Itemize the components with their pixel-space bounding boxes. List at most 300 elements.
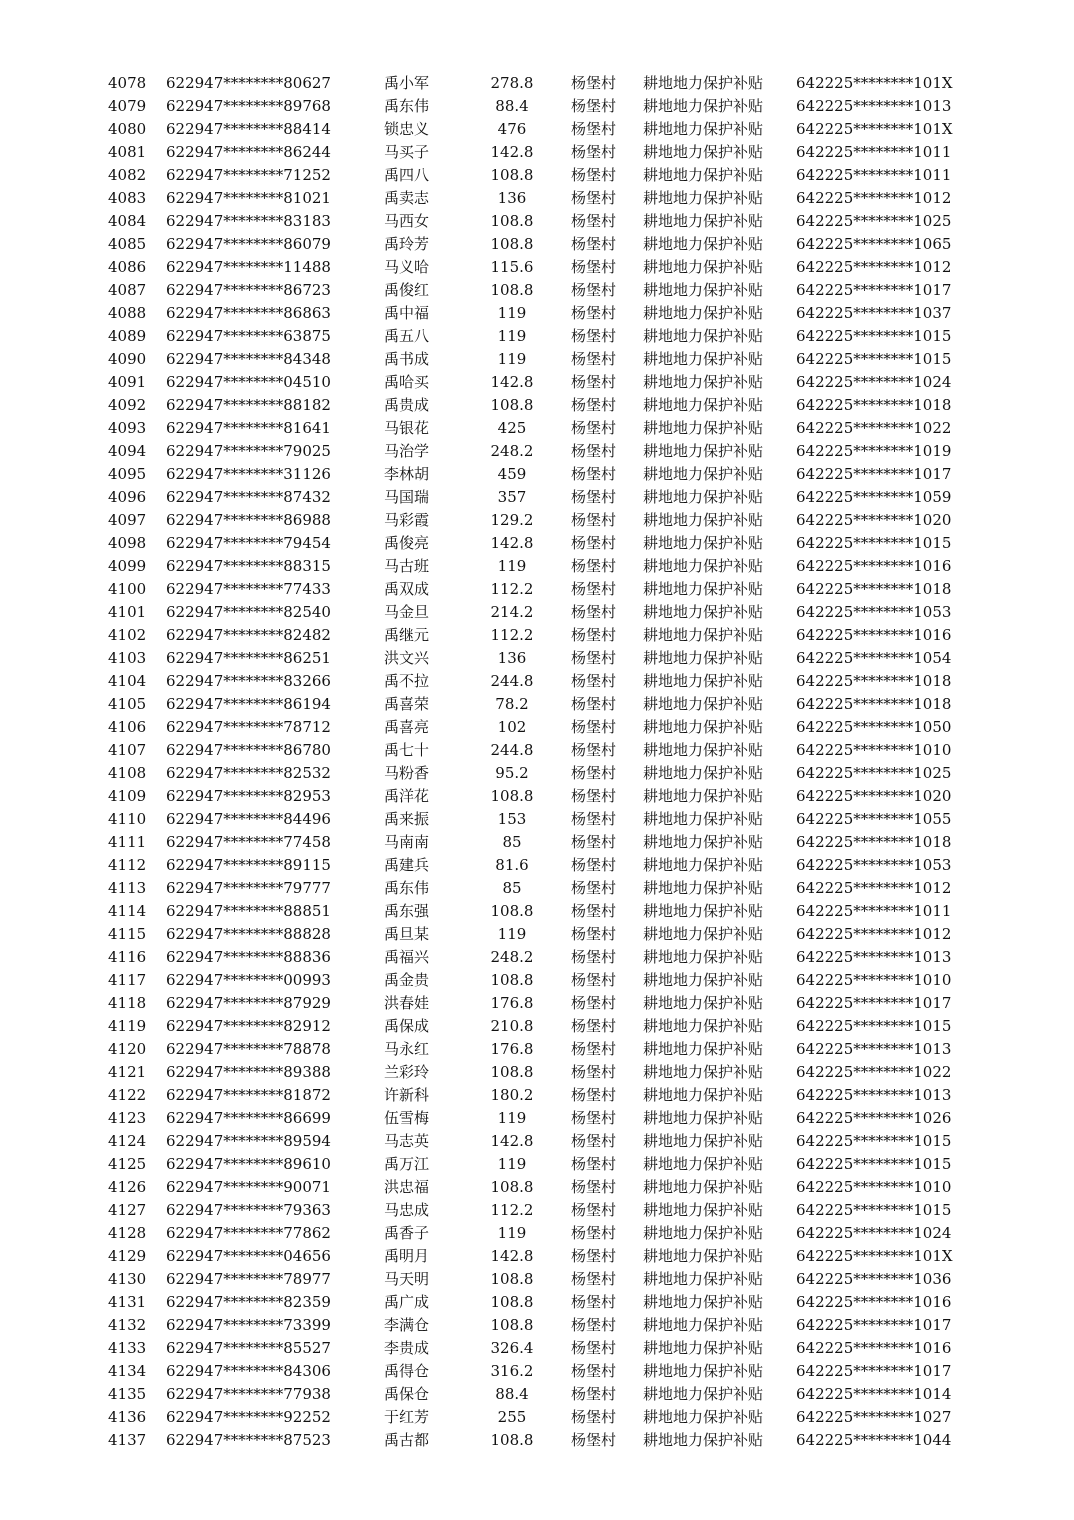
account-number-cell: 622947********81872	[166, 1086, 331, 1104]
table-row	[0, 785, 1074, 808]
id-number-cell: 642225********1016	[796, 1293, 952, 1311]
person-name-cell: 禹旦某	[384, 925, 430, 943]
id-number-cell: 642225********1065	[796, 235, 952, 253]
table-row	[0, 1038, 1074, 1061]
row-number-cell: 4115	[108, 925, 147, 943]
row-number-cell: 4079	[108, 97, 147, 115]
person-name-cell: 洪文兴	[384, 649, 430, 667]
row-number-cell: 4129	[108, 1247, 147, 1265]
account-number-cell: 622947********89115	[166, 856, 331, 874]
row-number-cell: 4097	[108, 511, 147, 529]
subsidy-amount-cell: 112.2	[490, 626, 534, 644]
person-name-cell: 于红芳	[384, 1408, 430, 1426]
table-row	[0, 463, 1074, 486]
person-name-cell: 禹东伟	[384, 879, 430, 897]
person-name-cell: 禹金贵	[384, 971, 430, 989]
table-row	[0, 923, 1074, 946]
table-row	[0, 601, 1074, 624]
person-name-cell: 伍雪梅	[384, 1109, 430, 1127]
account-number-cell: 622947********89388	[166, 1063, 331, 1081]
id-number-cell: 642225********1022	[796, 419, 952, 437]
person-name-cell: 李贵成	[384, 1339, 430, 1357]
account-number-cell: 622947********77433	[166, 580, 331, 598]
person-name-cell: 禹喜荣	[384, 695, 430, 713]
account-number-cell: 622947********82912	[166, 1017, 331, 1035]
table-row	[0, 808, 1074, 831]
village-cell: 杨堡村	[571, 787, 617, 805]
row-number-cell: 4088	[108, 304, 147, 322]
subsidy-type-cell: 耕地地力保护补贴	[643, 396, 764, 414]
subsidy-amount-cell: 108.8	[490, 1063, 534, 1081]
subsidy-type-cell: 耕地地力保护补贴	[643, 1316, 764, 1334]
id-number-cell: 642225********1024	[796, 373, 952, 391]
account-number-cell: 622947********88315	[166, 557, 331, 575]
subsidy-amount-cell: 129.2	[490, 511, 534, 529]
subsidy-amount-cell: 278.8	[490, 74, 534, 92]
person-name-cell: 禹书成	[384, 350, 430, 368]
subsidy-amount-cell: 316.2	[490, 1362, 534, 1380]
subsidy-amount-cell: 119	[497, 925, 527, 943]
id-number-cell: 642225********1010	[796, 971, 952, 989]
subsidy-type-cell: 耕地地力保护补贴	[643, 971, 764, 989]
id-number-cell: 642225********1012	[796, 189, 952, 207]
account-number-cell: 622947********89768	[166, 97, 331, 115]
subsidy-amount-cell: 119	[497, 350, 527, 368]
subsidy-type-cell: 耕地地力保护补贴	[643, 1109, 764, 1127]
table-row	[0, 831, 1074, 854]
table-row	[0, 555, 1074, 578]
id-number-cell: 642225********1053	[796, 856, 952, 874]
person-name-cell: 许新科	[384, 1086, 430, 1104]
village-cell: 杨堡村	[571, 1431, 617, 1449]
table-row	[0, 394, 1074, 417]
subsidy-type-cell: 耕地地力保护补贴	[643, 1408, 764, 1426]
table-row	[0, 1015, 1074, 1038]
village-cell: 杨堡村	[571, 1109, 617, 1127]
row-number-cell: 4094	[108, 442, 147, 460]
account-number-cell: 622947********82540	[166, 603, 331, 621]
village-cell: 杨堡村	[571, 442, 617, 460]
subsidy-type-cell: 耕地地力保护补贴	[643, 557, 764, 575]
village-cell: 杨堡村	[571, 971, 617, 989]
table-row	[0, 1199, 1074, 1222]
subsidy-amount-cell: 136	[497, 649, 527, 667]
id-number-cell: 642225********1015	[796, 534, 952, 552]
subsidy-type-cell: 耕地地力保护补贴	[643, 1063, 764, 1081]
person-name-cell: 禹广成	[384, 1293, 430, 1311]
table-row	[0, 1429, 1074, 1452]
subsidy-type-cell: 耕地地力保护补贴	[643, 948, 764, 966]
village-cell: 杨堡村	[571, 327, 617, 345]
table-row	[0, 141, 1074, 164]
subsidy-amount-cell: 108.8	[490, 1270, 534, 1288]
account-number-cell: 622947********83266	[166, 672, 331, 690]
table-row	[0, 1314, 1074, 1337]
row-number-cell: 4106	[108, 718, 147, 736]
subsidy-amount-cell: 142.8	[490, 1132, 534, 1150]
subsidy-amount-cell: 119	[497, 1155, 527, 1173]
table-row	[0, 739, 1074, 762]
row-number-cell: 4083	[108, 189, 147, 207]
id-number-cell: 642225********1010	[796, 741, 952, 759]
id-number-cell: 642225********1015	[796, 1201, 952, 1219]
subsidy-amount-cell: 176.8	[490, 994, 534, 1012]
id-number-cell: 642225********101X	[796, 74, 953, 92]
row-number-cell: 4100	[108, 580, 147, 598]
village-cell: 杨堡村	[571, 994, 617, 1012]
table-row	[0, 1268, 1074, 1291]
subsidy-type-cell: 耕地地力保护补贴	[643, 235, 764, 253]
account-number-cell: 622947********84306	[166, 1362, 331, 1380]
row-number-cell: 4119	[108, 1017, 147, 1035]
row-number-cell: 4131	[108, 1293, 147, 1311]
table-row	[0, 1130, 1074, 1153]
id-number-cell: 642225********1020	[796, 511, 952, 529]
person-name-cell: 禹四八	[384, 166, 430, 184]
subsidy-type-cell: 耕地地力保护补贴	[643, 1293, 764, 1311]
subsidy-amount-cell: 142.8	[490, 373, 534, 391]
village-cell: 杨堡村	[571, 649, 617, 667]
subsidy-amount-cell: 108.8	[490, 235, 534, 253]
person-name-cell: 马天明	[384, 1270, 430, 1288]
village-cell: 杨堡村	[571, 856, 617, 874]
subsidy-type-cell: 耕地地力保护补贴	[643, 1040, 764, 1058]
person-name-cell: 马志英	[384, 1132, 430, 1150]
subsidy-type-cell: 耕地地力保护补贴	[643, 1086, 764, 1104]
row-number-cell: 4086	[108, 258, 147, 276]
person-name-cell: 禹喜亮	[384, 718, 430, 736]
person-name-cell: 马金旦	[384, 603, 430, 621]
row-number-cell: 4109	[108, 787, 147, 805]
table-row	[0, 279, 1074, 302]
account-number-cell: 622947********82532	[166, 764, 331, 782]
person-name-cell: 禹小军	[384, 74, 430, 92]
account-number-cell: 622947********86699	[166, 1109, 331, 1127]
subsidy-amount-cell: 108.8	[490, 166, 534, 184]
id-number-cell: 642225********1018	[796, 580, 952, 598]
account-number-cell: 622947********63875	[166, 327, 331, 345]
account-number-cell: 622947********86723	[166, 281, 331, 299]
person-name-cell: 禹哈买	[384, 373, 430, 391]
village-cell: 杨堡村	[571, 189, 617, 207]
subsidy-amount-cell: 88.4	[495, 1385, 529, 1403]
subsidy-type-cell: 耕地地力保护补贴	[643, 350, 764, 368]
subsidy-type-cell: 耕地地力保护补贴	[643, 212, 764, 230]
id-number-cell: 642225********1044	[796, 1431, 952, 1449]
person-name-cell: 马治学	[384, 442, 430, 460]
subsidy-type-cell: 耕地地力保护补贴	[643, 1201, 764, 1219]
subsidy-type-cell: 耕地地力保护补贴	[643, 695, 764, 713]
table-row	[0, 187, 1074, 210]
subsidy-amount-cell: 476	[497, 120, 527, 138]
village-cell: 杨堡村	[571, 511, 617, 529]
id-number-cell: 642225********1025	[796, 764, 952, 782]
village-cell: 杨堡村	[571, 120, 617, 138]
subsidy-type-cell: 耕地地力保护补贴	[643, 925, 764, 943]
subsidy-amount-cell: 255	[497, 1408, 527, 1426]
village-cell: 杨堡村	[571, 672, 617, 690]
id-number-cell: 642225********1015	[796, 1017, 952, 1035]
row-number-cell: 4112	[108, 856, 147, 874]
village-cell: 杨堡村	[571, 902, 617, 920]
person-name-cell: 洪忠福	[384, 1178, 430, 1196]
row-number-cell: 4096	[108, 488, 147, 506]
subsidy-amount-cell: 153	[497, 810, 527, 828]
id-number-cell: 642225********1013	[796, 97, 952, 115]
village-cell: 杨堡村	[571, 419, 617, 437]
id-number-cell: 642225********1016	[796, 1339, 952, 1357]
subsidy-type-cell: 耕地地力保护补贴	[643, 1224, 764, 1242]
person-name-cell: 马国瑞	[384, 488, 430, 506]
account-number-cell: 622947********77938	[166, 1385, 331, 1403]
row-number-cell: 4124	[108, 1132, 147, 1150]
account-number-cell: 622947********00993	[166, 971, 331, 989]
table-row	[0, 325, 1074, 348]
subsidy-amount-cell: 142.8	[490, 534, 534, 552]
row-number-cell: 4095	[108, 465, 147, 483]
village-cell: 杨堡村	[571, 304, 617, 322]
village-cell: 杨堡村	[571, 1293, 617, 1311]
subsidy-type-cell: 耕地地力保护补贴	[643, 672, 764, 690]
village-cell: 杨堡村	[571, 212, 617, 230]
person-name-cell: 禹双成	[384, 580, 430, 598]
id-number-cell: 642225********1013	[796, 948, 952, 966]
subsidy-type-cell: 耕地地力保护补贴	[643, 74, 764, 92]
person-name-cell: 禹保成	[384, 1017, 430, 1035]
account-number-cell: 622947********79777	[166, 879, 331, 897]
table-row	[0, 1406, 1074, 1429]
village-cell: 杨堡村	[571, 534, 617, 552]
id-number-cell: 642225********101X	[796, 1247, 953, 1265]
id-number-cell: 642225********1024	[796, 1224, 952, 1242]
id-number-cell: 642225********1022	[796, 1063, 952, 1081]
village-cell: 杨堡村	[571, 1362, 617, 1380]
account-number-cell: 622947********85527	[166, 1339, 331, 1357]
subsidy-type-cell: 耕地地力保护补贴	[643, 373, 764, 391]
village-cell: 杨堡村	[571, 718, 617, 736]
table-row	[0, 1245, 1074, 1268]
subsidy-type-cell: 耕地地力保护补贴	[643, 718, 764, 736]
id-number-cell: 642225********1017	[796, 281, 952, 299]
subsidy-type-cell: 耕地地力保护补贴	[643, 856, 764, 874]
table-row	[0, 233, 1074, 256]
account-number-cell: 622947********86194	[166, 695, 331, 713]
subsidy-amount-cell: 180.2	[490, 1086, 534, 1104]
row-number-cell: 4093	[108, 419, 147, 437]
row-number-cell: 4122	[108, 1086, 147, 1104]
village-cell: 杨堡村	[571, 143, 617, 161]
table-row	[0, 302, 1074, 325]
row-number-cell: 4113	[108, 879, 147, 897]
subsidy-amount-cell: 119	[497, 1224, 527, 1242]
subsidy-type-cell: 耕地地力保护补贴	[643, 1247, 764, 1265]
subsidy-type-cell: 耕地地力保护补贴	[643, 166, 764, 184]
table-row	[0, 647, 1074, 670]
subsidy-amount-cell: 108.8	[490, 902, 534, 920]
person-name-cell: 禹福兴	[384, 948, 430, 966]
subsidy-table	[0, 72, 1074, 1452]
table-row	[0, 256, 1074, 279]
account-number-cell: 622947********81021	[166, 189, 331, 207]
account-number-cell: 622947********71252	[166, 166, 331, 184]
subsidy-amount-cell: 210.8	[490, 1017, 534, 1035]
id-number-cell: 642225********1050	[796, 718, 952, 736]
subsidy-type-cell: 耕地地力保护补贴	[643, 327, 764, 345]
village-cell: 杨堡村	[571, 580, 617, 598]
person-name-cell: 禹万江	[384, 1155, 430, 1173]
row-number-cell: 4081	[108, 143, 147, 161]
account-number-cell: 622947********89610	[166, 1155, 331, 1173]
account-number-cell: 622947********82482	[166, 626, 331, 644]
subsidy-type-cell: 耕地地力保护补贴	[643, 902, 764, 920]
village-cell: 杨堡村	[571, 488, 617, 506]
account-number-cell: 622947********04510	[166, 373, 331, 391]
subsidy-type-cell: 耕地地力保护补贴	[643, 511, 764, 529]
row-number-cell: 4084	[108, 212, 147, 230]
subsidy-amount-cell: 176.8	[490, 1040, 534, 1058]
row-number-cell: 4133	[108, 1339, 147, 1357]
subsidy-type-cell: 耕地地力保护补贴	[643, 1385, 764, 1403]
person-name-cell: 禹俊红	[384, 281, 430, 299]
table-row	[0, 1360, 1074, 1383]
table-row	[0, 1337, 1074, 1360]
row-number-cell: 4126	[108, 1178, 147, 1196]
subsidy-type-cell: 耕地地力保护补贴	[643, 1178, 764, 1196]
account-number-cell: 622947********88836	[166, 948, 331, 966]
subsidy-type-cell: 耕地地力保护补贴	[643, 833, 764, 851]
id-number-cell: 642225********1018	[796, 672, 952, 690]
subsidy-type-cell: 耕地地力保护补贴	[643, 603, 764, 621]
village-cell: 杨堡村	[571, 1017, 617, 1035]
village-cell: 杨堡村	[571, 925, 617, 943]
subsidy-type-cell: 耕地地力保护补贴	[643, 1132, 764, 1150]
subsidy-type-cell: 耕地地力保护补贴	[643, 1017, 764, 1035]
table-row	[0, 348, 1074, 371]
subsidy-amount-cell: 108.8	[490, 787, 534, 805]
person-name-cell: 禹古都	[384, 1431, 430, 1449]
row-number-cell: 4134	[108, 1362, 147, 1380]
village-cell: 杨堡村	[571, 833, 617, 851]
table-row	[0, 118, 1074, 141]
id-number-cell: 642225********1012	[796, 258, 952, 276]
row-number-cell: 4085	[108, 235, 147, 253]
subsidy-amount-cell: 81.6	[495, 856, 529, 874]
account-number-cell: 622947********92252	[166, 1408, 331, 1426]
subsidy-type-cell: 耕地地力保护补贴	[643, 879, 764, 897]
table-row	[0, 969, 1074, 992]
table-row	[0, 992, 1074, 1015]
subsidy-type-cell: 耕地地力保护补贴	[643, 626, 764, 644]
row-number-cell: 4099	[108, 557, 147, 575]
id-number-cell: 642225********1026	[796, 1109, 952, 1127]
village-cell: 杨堡村	[571, 1040, 617, 1058]
row-number-cell: 4078	[108, 74, 147, 92]
subsidy-type-cell: 耕地地力保护补贴	[643, 189, 764, 207]
village-cell: 杨堡村	[571, 396, 617, 414]
subsidy-amount-cell: 244.8	[490, 672, 534, 690]
table-row	[0, 670, 1074, 693]
village-cell: 杨堡村	[571, 373, 617, 391]
village-cell: 杨堡村	[571, 1316, 617, 1334]
subsidy-amount-cell: 136	[497, 189, 527, 207]
subsidy-type-cell: 耕地地力保护补贴	[643, 1362, 764, 1380]
person-name-cell: 禹东强	[384, 902, 430, 920]
row-number-cell: 4082	[108, 166, 147, 184]
subsidy-amount-cell: 108.8	[490, 1293, 534, 1311]
row-number-cell: 4102	[108, 626, 147, 644]
id-number-cell: 642225********1012	[796, 925, 952, 943]
account-number-cell: 622947********86988	[166, 511, 331, 529]
id-number-cell: 642225********1025	[796, 212, 952, 230]
person-name-cell: 禹明月	[384, 1247, 430, 1265]
person-name-cell: 马粉香	[384, 764, 430, 782]
subsidy-amount-cell: 85	[502, 833, 522, 851]
id-number-cell: 642225********1011	[796, 166, 952, 184]
account-number-cell: 622947********78712	[166, 718, 331, 736]
table-row	[0, 95, 1074, 118]
row-number-cell: 4114	[108, 902, 147, 920]
row-number-cell: 4130	[108, 1270, 147, 1288]
person-name-cell: 禹中福	[384, 304, 430, 322]
row-number-cell: 4137	[108, 1431, 147, 1449]
row-number-cell: 4110	[108, 810, 147, 828]
id-number-cell: 642225********1018	[796, 833, 952, 851]
subsidy-type-cell: 耕地地力保护补贴	[643, 143, 764, 161]
account-number-cell: 622947********77862	[166, 1224, 331, 1242]
table-row	[0, 1291, 1074, 1314]
table-row	[0, 693, 1074, 716]
account-number-cell: 622947********88828	[166, 925, 331, 943]
subsidy-type-cell: 耕地地力保护补贴	[643, 994, 764, 1012]
account-number-cell: 622947********79025	[166, 442, 331, 460]
person-name-cell: 禹贵成	[384, 396, 430, 414]
village-cell: 杨堡村	[571, 741, 617, 759]
account-number-cell: 622947********82953	[166, 787, 331, 805]
id-number-cell: 642225********1015	[796, 1155, 952, 1173]
village-cell: 杨堡村	[571, 1201, 617, 1219]
row-number-cell: 4128	[108, 1224, 147, 1242]
subsidy-amount-cell: 88.4	[495, 97, 529, 115]
person-name-cell: 禹不拉	[384, 672, 430, 690]
table-row	[0, 1383, 1074, 1406]
subsidy-amount-cell: 108.8	[490, 1316, 534, 1334]
id-number-cell: 642225********101X	[796, 120, 953, 138]
village-cell: 杨堡村	[571, 1339, 617, 1357]
account-number-cell: 622947********79363	[166, 1201, 331, 1219]
table-row	[0, 210, 1074, 233]
subsidy-amount-cell: 108.8	[490, 971, 534, 989]
subsidy-type-cell: 耕地地力保护补贴	[643, 442, 764, 460]
id-number-cell: 642225********1015	[796, 327, 952, 345]
subsidy-type-cell: 耕地地力保护补贴	[643, 1155, 764, 1173]
village-cell: 杨堡村	[571, 258, 617, 276]
village-cell: 杨堡村	[571, 465, 617, 483]
table-row	[0, 946, 1074, 969]
id-number-cell: 642225********1013	[796, 1040, 952, 1058]
id-number-cell: 642225********1020	[796, 787, 952, 805]
table-row	[0, 371, 1074, 394]
person-name-cell: 马义哈	[384, 258, 430, 276]
id-number-cell: 642225********1012	[796, 879, 952, 897]
account-number-cell: 622947********86251	[166, 649, 331, 667]
subsidy-type-cell: 耕地地力保护补贴	[643, 810, 764, 828]
person-name-cell: 马永红	[384, 1040, 430, 1058]
account-number-cell: 622947********87523	[166, 1431, 331, 1449]
subsidy-type-cell: 耕地地力保护补贴	[643, 281, 764, 299]
village-cell: 杨堡村	[571, 235, 617, 253]
table-row	[0, 509, 1074, 532]
row-number-cell: 4090	[108, 350, 147, 368]
